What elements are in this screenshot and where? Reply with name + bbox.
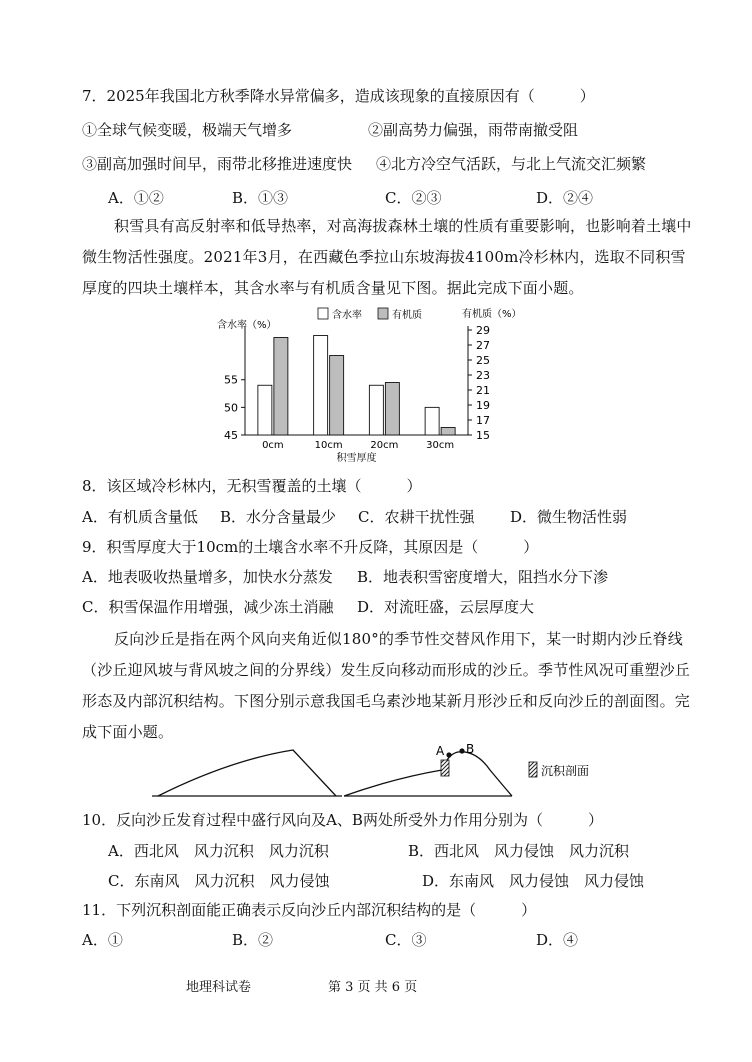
soil-chart [0, 300, 752, 470]
q9-stem: 9．积雪厚度大于10cm的土壤含水率不升反降，其原因是（ ） [82, 538, 539, 556]
q8-stem: 8．该区域冷杉林内，无积雪覆盖的土壤（ ） [82, 477, 422, 495]
q9-option-b: B．地表积雪密度增大，阻挡水分下渗 [357, 568, 609, 586]
q8-option-c: C．农耕干扰性强 [358, 508, 475, 526]
q11-option-d: D．④ [536, 931, 579, 949]
right-tick-label: 15 [476, 429, 490, 442]
point-a-marker [446, 752, 451, 757]
bar-organic-matter [441, 428, 455, 436]
q10-option-c: C．东南风 风力沉积 风力侵蚀 [108, 872, 330, 890]
right-tick-label: 29 [476, 324, 490, 337]
x-axis-title: 积雪厚度 [336, 453, 377, 464]
sediment-legend-label: 沉积剖面 [541, 764, 590, 778]
bar-water-content [425, 407, 439, 435]
left-tick-label: 45 [224, 429, 238, 442]
right-tick-label: 17 [476, 414, 490, 427]
bar-organic-matter [330, 356, 344, 436]
q8-option-a: A．有机质含量低 [82, 508, 198, 526]
sediment-profile-marker [441, 760, 449, 776]
q7-statement-4: ④北方冷空气活跃，与北上气流交汇频繁 [376, 155, 647, 173]
right-tick-label: 27 [476, 339, 490, 352]
sediment-legend-swatch [529, 762, 537, 777]
legend-organic-swatch [378, 308, 388, 319]
point-b-label: B [466, 742, 475, 756]
x-tick-label: 0cm [262, 440, 284, 451]
q7-option-a: A．①② [108, 189, 164, 207]
q11-option-c: C．③ [385, 931, 427, 949]
x-tick-label: 20cm [370, 440, 399, 451]
q10-option-b: B．西北风 风力侵蚀 风力沉积 [408, 842, 630, 860]
q11-option-a: A．① [82, 931, 123, 949]
right-tick-label: 23 [476, 369, 490, 382]
point-b-marker [459, 748, 464, 753]
legend-water-swatch [318, 308, 328, 319]
right-tick-label: 25 [476, 354, 490, 367]
q10-option-d: D．东南风 风力侵蚀 风力侵蚀 [422, 872, 645, 890]
x-tick-label: 10cm [314, 440, 343, 451]
q9-option-a: A．地表吸收热量增多，加快水分蒸发 [82, 568, 333, 586]
legend-water-label: 含水率 [332, 310, 362, 321]
q11-stem: 11．下列沉积剖面能正确表示反向沙丘内部沉积结构的是（ ） [82, 901, 537, 919]
q7-option-d: D．②④ [536, 189, 594, 207]
q7-statement-3: ③副高加强时间早，雨带北移推进速度快 [82, 155, 353, 173]
bar-water-content [314, 336, 328, 435]
passage-reverse-dune: 反向沙丘是指在两个风向夹角近似180°的季节性交替风作用下，某一时期内沙丘脊线（沙丘迎风坡与背风坡之间的分界线）发生反向移动而形成的沙丘。季节性风况可重塑沙丘形态及内部沉积结构。下图分别示意我国毛乌素沙地某新月形沙丘和反向沙丘的剖面图。完成下面小题。 [82, 630, 691, 741]
footer-subject: 地理科试卷 [186, 980, 252, 995]
right-tick-label: 19 [476, 399, 490, 412]
q8-option-d: D．微生物活性弱 [510, 508, 628, 526]
bar-water-content [258, 385, 272, 435]
right-axis-title: 有机质（%） [462, 309, 522, 320]
left-axis-title: 含水率（%） [217, 320, 277, 331]
q10-option-a: A．西北风 风力沉积 风力沉积 [108, 842, 329, 860]
crescent-dune-profile [152, 750, 342, 796]
q9-option-c: C．积雪保温作用增强，减少冻土消融 [82, 598, 334, 616]
q7-statement-2: ②副高势力偏强，雨带南撤受阻 [368, 121, 579, 139]
footer-page-number: 第 3 页 共 6 页 [328, 980, 418, 995]
legend-organic-label: 有机质 [392, 310, 422, 321]
q11-option-b: B．② [232, 931, 274, 949]
passage-snow-soil: 积雪具有高反射率和低导热率，对高海拔森林土壤的性质有重要影响，也影响着土壤中微生物活性强度。2021年3月，在西藏色季拉山东坡海拔4100m冷杉林内，选取不同积雪厚度的四块土壤样本，其含水率与有机质含量见下图。据此完成下面小题。 [82, 217, 692, 297]
q10-stem: 10．反向沙丘发育过程中盛行风向及A、B两处所受外力作用分别为（ ） [82, 811, 603, 829]
q7-statement-1: ①全球气候变暖，极端天气增多 [82, 121, 293, 139]
dune-legend [529, 762, 589, 778]
bar-organic-matter [385, 383, 399, 436]
point-a-label: A [436, 744, 445, 758]
bar-water-content [369, 385, 383, 435]
q7-option-b: B．①③ [232, 189, 289, 207]
q8-option-b: B．水分含量最少 [220, 508, 337, 526]
bar-organic-matter [274, 338, 288, 436]
left-tick-label: 55 [224, 373, 238, 387]
right-tick-label: 21 [476, 384, 490, 397]
x-tick-label: 30cm [426, 440, 455, 451]
q9-option-d: D．对流旺盛，云层厚度大 [357, 598, 535, 616]
q7-option-c: C．②③ [385, 189, 442, 207]
reverse-dune-profile [344, 742, 512, 796]
dune-profile-diagram [0, 740, 752, 800]
left-tick-label: 50 [224, 401, 238, 415]
q7-stem: 7．2025年我国北方秋季降水异常偏多，造成该现象的直接原因有（ ） [82, 87, 595, 105]
